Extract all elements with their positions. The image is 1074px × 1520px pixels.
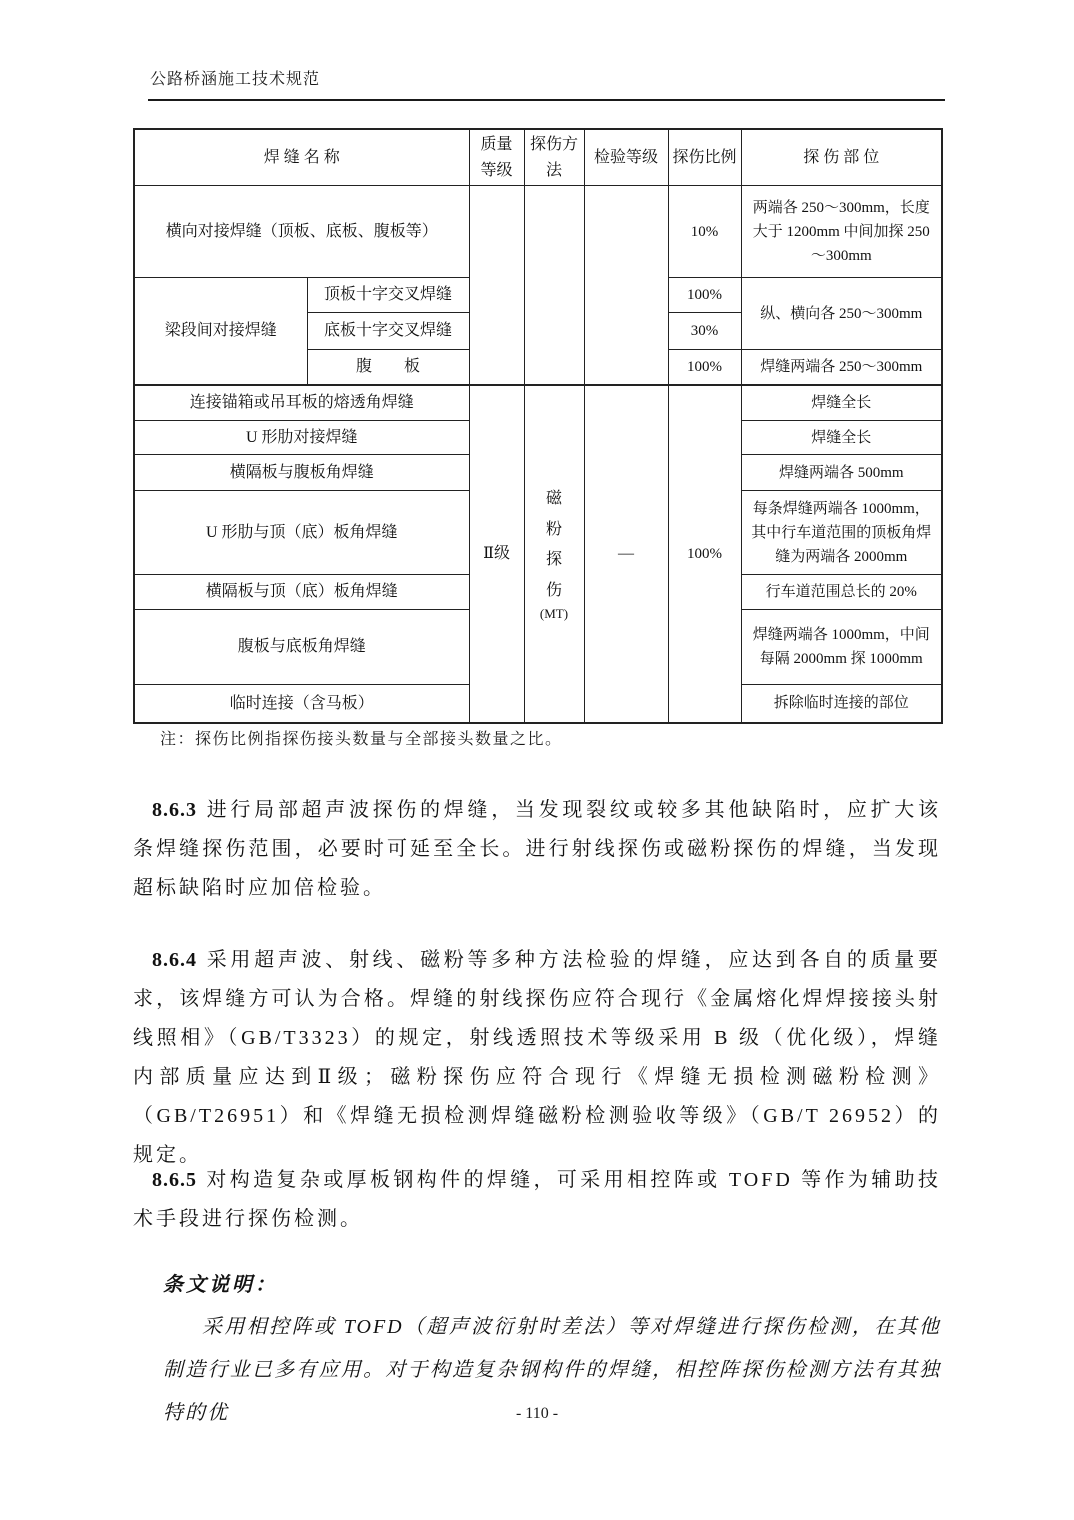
cell-location: 纵、横向各 250～300mm [741,278,942,350]
col-header-method: 探伤方法 [524,129,584,186]
section-text: 进行局部超声波探伤的焊缝，当发现裂纹或较多其他缺陷时，应扩大该条焊缝探伤范围，必要时可延至全长。进行射线探伤或磁粉探伤的焊缝，当发现超标缺陷时应加倍检验。 [133,799,941,899]
cell-location: 焊缝全长 [741,385,942,421]
cell-location: 行车道范围总长的 20% [741,575,942,610]
table-note: 注：探伤比例指探伤接头数量与全部接头数量之比。 [160,731,563,748]
cell-weld-subname: 顶板十字交叉焊缝 [307,278,469,313]
cell-location: 焊缝全长 [741,421,942,455]
col-header-quality-grade: 质量等级 [469,129,524,186]
cell-ratio: 100% [668,278,741,313]
cell-location: 焊缝两端各 250～300mm [741,350,942,385]
section-8-6-3-paragraph [133,791,941,908]
cell-ratio: 100% [668,350,741,385]
cell-location: 焊缝两端各 1000mm，中间每隔 2000mm 探 1000mm [741,610,942,685]
cell-inspection-grade-merged: — [584,385,668,723]
cell-ratio-merged: 100% [668,385,741,723]
cell-weld-name: 横向对接焊缝（顶板、底板、腹板等） [134,186,469,278]
cell-quality-grade-empty [469,186,524,385]
cell-weld-subname: 底板十字交叉焊缝 [307,313,469,350]
cell-quality-grade-merged: Ⅱ级 [469,385,524,723]
cell-location: 焊缝两端各 500mm [741,455,942,491]
cell-location: 每条焊缝两端各 1000mm，其中行车道范围的顶板角焊缝为两端各 2000mm [741,491,942,575]
cell-weld-group-name: 梁段间对接焊缝 [134,278,307,385]
weld-inspection-table-wrap [133,128,943,724]
cell-location: 拆除临时连接的部位 [741,685,942,723]
col-header-location: 探 伤 部 位 [741,129,942,186]
commentary-paragraph: 采用相控阵或 TOFD（超声波衍射时差法）等对焊缝进行探伤检测，在其他制造行业已多有应用。对于构造复杂钢构件的焊缝，相控阵探伤检测方法有其独特的优 [163,1316,941,1424]
cell-weld-subname: 腹 板 [307,350,469,385]
cell-weld-name: 横隔板与顶（底）板角焊缝 [134,575,469,610]
section-number: 8.6.3 [152,799,197,821]
cell-ratio: 10% [668,186,741,278]
section-8-6-4-paragraph [133,941,941,1175]
cell-method-merged [524,385,584,723]
cell-weld-name: 腹板与底板角焊缝 [134,610,469,685]
table-row [134,186,942,278]
section-8-6-5-paragraph [133,1161,941,1239]
col-header-weld-name: 焊 缝 名 称 [134,129,469,186]
table-row [134,385,942,421]
cell-inspection-grade-empty [584,186,668,385]
cell-weld-name: U 形肋对接焊缝 [134,421,469,455]
table-header-row [134,129,942,186]
section-number: 8.6.5 [152,1169,197,1191]
section-text: 采用超声波、射线、磁粉等多种方法检验的焊缝，应达到各自的质量要求，该焊缝方可认为合格。焊缝的射线探伤应符合现行《金属熔化焊焊接接头射线照相》（GB/T3323）的规定，射线透照技术等级采用 B 级（优化级），焊缝内部质量应达到Ⅱ级；磁粉探伤应符合现行《焊缝无损检测磁粉检测》（GB/T26951）和《焊缝无损检测焊缝磁粉检测验收等级》（GB/T 26952）的规定。 [133,949,941,1166]
page-number: - 110 - [515,1405,559,1422]
section-text: 对构造复杂或厚板钢构件的焊缝，可采用相控阵或 TOFD 等作为辅助技术手段进行探伤检测。 [133,1169,941,1230]
col-header-inspection-grade: 检验等级 [584,129,668,186]
header-rule [148,99,945,101]
cell-ratio: 30% [668,313,741,350]
commentary-heading: 条文说明： [163,1274,278,1296]
method-suffix: (MT) [539,606,569,622]
cell-weld-name: 横隔板与腹板角焊缝 [134,455,469,491]
cell-weld-name: U 形肋与顶（底）板角焊缝 [134,491,469,575]
cell-weld-name: 临时连接（含马板） [134,685,469,723]
method-vertical-text: 磁粉探伤 [546,490,563,599]
weld-inspection-table [133,128,943,724]
col-header-ratio: 探伤比例 [668,129,741,186]
cell-weld-name: 连接锚箱或吊耳板的熔透角焊缝 [134,385,469,421]
running-header: 公路桥涵施工技术规范 [150,71,321,88]
section-number: 8.6.4 [152,949,197,971]
cell-location: 两端各 250～300mm，长度大于 1200mm 中间加探 250～300mm [741,186,942,278]
cell-method-empty [524,186,584,385]
